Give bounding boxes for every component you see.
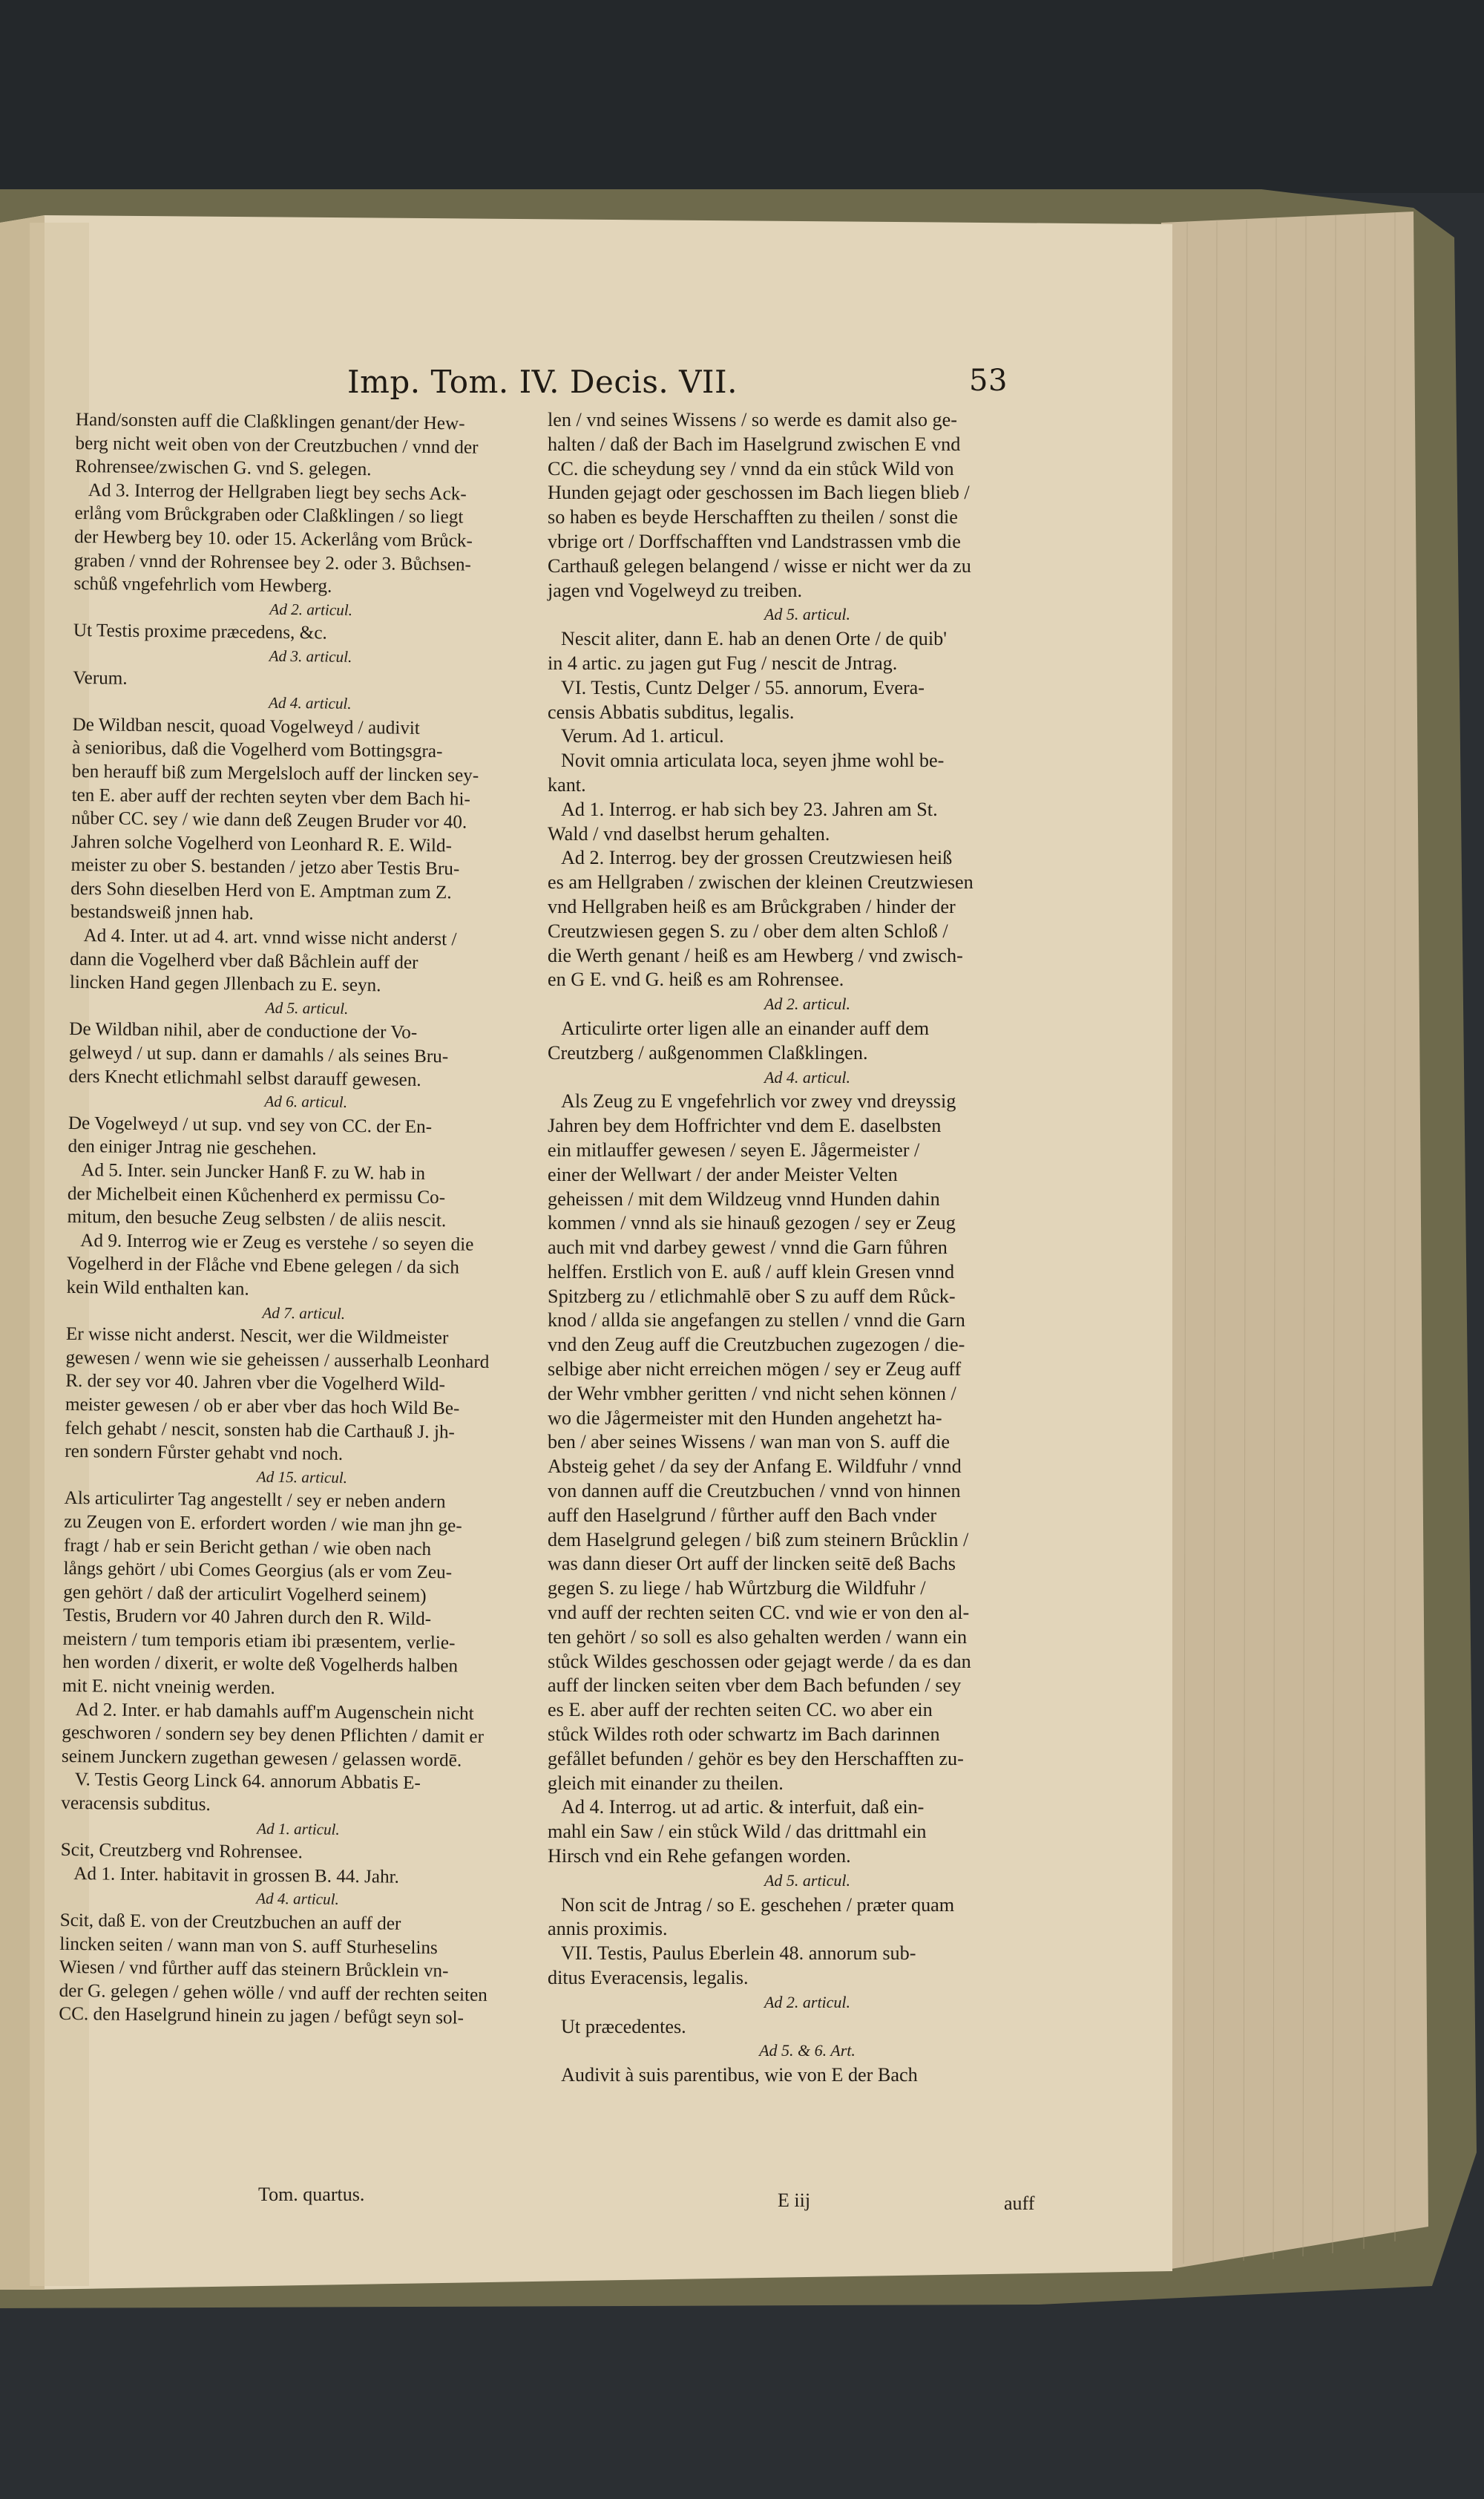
text-line: berg nicht weit oben von der Creutzbuchen / vnnd der	[75, 433, 479, 458]
text-line: Scit, daß E. von der Creutzbuchen an auff der	[59, 1910, 401, 1934]
text-line: mahl ein Saw / ein stůck Wild / das drittmahl ein	[548, 1821, 927, 1843]
left-text-column	[59, 408, 551, 2031]
book-page	[36, 223, 1202, 2375]
text-line: ders Knecht etlichmahl selbst darauff gewesen.	[68, 1066, 421, 1090]
text-line: der Wehr vmbher geritten / vnd nicht sehen können /	[548, 1382, 956, 1404]
text-line: Jahren solche Vogelherd von Leonhard R. E. Wild-	[70, 831, 453, 857]
text-line: Ut præcedentes.	[561, 2015, 686, 2037]
right-text-column	[548, 408, 1067, 2088]
text-line: Absteig gehet / da sey der Anfang E. Wildfuhr / vnnd	[548, 1455, 962, 1478]
text-line: Ad 1. Interrog. er hab sich bey 23. Jahren am St.	[561, 798, 938, 820]
text-line: schůß vngefehrlich vom Hewberg.	[73, 574, 332, 597]
text-line: dann die Vogelherd vber daß Båchlein auff der	[70, 949, 418, 973]
text-line: R. der sey vor 40. Jahren vber die Vogelherd Wild-	[65, 1371, 446, 1395]
text-line: Ad 4. Interrog. ut ad artic. & interfuit, daß ein-	[561, 1796, 925, 1818]
text-line: stůck Wildes roth oder schwartz im Bach darinnen	[548, 1723, 940, 1746]
text-line: auch mit vnd darbey gewest / vnnd die Garn fůhren	[548, 1237, 948, 1259]
text-line: Carthauß gelegen belangend / wisse er nicht wer da zu	[548, 554, 971, 577]
text-line: meister zu ober S. bestanden / jetzo aber Testis Bru-	[70, 855, 460, 880]
text-line: Scit, Creutzberg vnd Rohrensee.	[60, 1840, 303, 1863]
text-line: Verum. Ad 1. articul.	[561, 725, 724, 747]
text-line: vbrige ort / Dorffschafften vnd Landstrassen vmb die	[548, 530, 961, 552]
text-line: VI. Testis, Cuntz Delger / 55. annorum, Evera-	[561, 676, 925, 698]
text-line: vnd auff der rechten seiten CC. vnd wie er von den al-	[548, 1602, 970, 1624]
text-line: selbige aber nicht erreichen mögen / sey er Zeug auff	[548, 1358, 962, 1380]
text-line: seinem Junckern zugethan gewesen / gelassen wordē.	[61, 1746, 462, 1771]
text-line: De Wildban nescit, quoad Vogelweyd / audivit	[72, 714, 421, 738]
text-line: ben / aber seines Wissens / wan man von S. auff die	[548, 1431, 950, 1453]
text-line: lincken Hand gegen Jllenbach zu E. seyn.	[69, 972, 381, 996]
text-line: Ad 3. Interrog der Hellgraben liegt bey sechs Ack-	[88, 479, 467, 505]
article-heading: Ad 5. articul.	[764, 1870, 851, 1890]
text-line: in 4 artic. zu jagen gut Fug / nescit de Jntrag.	[548, 652, 898, 674]
text-line: Spitzberg zu / etlichmahlē ober S zu auff dem Růck-	[548, 1285, 956, 1307]
text-line: Ad 5. Inter. sein Juncker Hanß F. zu W. hab in	[81, 1160, 426, 1184]
text-line: Novit omnia articulata loca, seyen jhme wohl be-	[561, 750, 945, 772]
text-line: Non scit de Jntrag / so E. geschehen / præter quam	[561, 1893, 955, 1916]
text-line: CC. die scheydung sey / vnnd da ein stůck Wild von	[548, 457, 954, 479]
text-line: zu Zeugen von E. erfordert worden / wie man jhn ge-	[64, 1511, 462, 1536]
text-line: veracensis subditus.	[61, 1792, 211, 1815]
text-line: Als articulirter Tag angestellt / sey er neben andern	[64, 1488, 446, 1513]
text-line: so haben es beyde Herschafften zu theilen / sonst die	[548, 506, 958, 528]
text-line: ren sondern Fůrster gehabt vnd noch.	[65, 1441, 344, 1464]
article-heading: Ad 3. articul.	[269, 646, 352, 666]
text-line: Ad 9. Interrog wie er Zeug es verstehe / so seyen die	[80, 1230, 474, 1255]
text-line: VII. Testis, Paulus Eberlein 48. annorum sub-	[561, 1942, 916, 1965]
text-line: Jahren bey dem Hoffrichter vnd dem E. daselbsten	[548, 1115, 942, 1137]
text-line: Hunden gejagt oder geschossen im Bach liegen blieb /	[548, 482, 970, 504]
text-line: Ad 1. Inter. habitavit in grossen B. 44. Jahr.	[73, 1863, 400, 1887]
right-footer-catchword: auff	[1004, 2192, 1035, 2214]
text-line: Ad 2. Inter. er hab damahls auff'm Augenschein nicht	[75, 1699, 474, 1724]
text-line: De Wildban nihil, aber de conductione der Vo-	[69, 1019, 418, 1044]
left-footer-catchword: Tom. quartus.	[258, 2184, 365, 2205]
article-heading: Ad 4. articul.	[268, 693, 352, 713]
text-line: Als Zeug zu E vngefehrlich vor zwey vnd dreyssig	[561, 1090, 956, 1113]
article-heading: Ad 5. articul.	[265, 998, 349, 1018]
text-line: der Hewberg bey 10. oder 15. Ackerlång vom Brůck-	[74, 526, 473, 551]
article-heading: Ad 5. & 6. Art.	[759, 2041, 856, 2060]
text-line: von dannen auff die Creutzbuchen / vnnd von hinnen	[548, 1480, 961, 1502]
text-line: wo die Jågermeister mit den Hunden angehetzt ha-	[548, 1406, 942, 1429]
text-line: censis Abbatis subditus, legalis.	[548, 701, 795, 723]
text-line: De Vogelweyd / ut sup. vnd sey von CC. der En-	[68, 1113, 433, 1137]
text-line: fragt / hab er sein Bericht gethan / wie oben nach	[63, 1535, 432, 1559]
text-line: vnd den Zeug auff die Creutzbuchen zugezogen / die-	[548, 1334, 965, 1356]
text-line: ditus Everacensis, legalis.	[548, 1967, 749, 1988]
text-line: stůck Wildes geschossen oder gejagt werde / da es dan	[548, 1650, 971, 1672]
article-heading: Ad 1. articul.	[257, 1819, 340, 1838]
text-line: Wiesen / vnd fůrther auff das steinern Brůcklein vn-	[59, 1957, 449, 1982]
article-heading: Ad 7. articul.	[262, 1303, 346, 1323]
text-line: gefållet befunden / gehör es bey den Herschafften zu-	[548, 1747, 964, 1769]
text-line: ten gehört / so soll es also gehalten werden / wann ein	[548, 1625, 968, 1648]
text-line: gegen S. zu liege / hab Wůrtzburg die Wildfuhr /	[548, 1577, 926, 1599]
text-line: bestandsweiß jnnen hab.	[70, 902, 254, 925]
text-line: à senioribus, daß die Vogelherd vom Bottingsgra-	[72, 738, 443, 762]
text-line: es am Hellgraben / zwischen der kleinen Creutzwiesen	[548, 871, 974, 894]
text-line: ders Sohn dieselben Herd von E. Amptman zum Z.	[70, 878, 452, 903]
text-line: den einiger Jntrag nie geschehen.	[68, 1136, 317, 1159]
text-line: Articulirte orter ligen alle an einander auff dem	[561, 1017, 930, 1039]
text-line: gen gehört / daß der articulirt Vogelherd seinem)	[63, 1582, 427, 1606]
text-line: Ad 4. Inter. ut ad 4. art. vnnd wisse nicht anderst /	[83, 926, 457, 950]
text-line: kein Wild enthalten kan.	[66, 1277, 249, 1300]
text-line: Rohrensee/zwischen G. vnd S. gelegen.	[75, 456, 372, 480]
text-line: Verum.	[73, 667, 128, 689]
text-line: geheissen / mit dem Wildzeug vnnd Hunden dahin	[548, 1188, 940, 1210]
text-line: was dann dieser Ort auff der lincken seitē deß Bachs	[548, 1553, 956, 1575]
article-heading: Ad 6. articul.	[264, 1092, 348, 1112]
text-line: Hirsch vnd ein Rehe gefangen worden.	[548, 1845, 851, 1867]
page-number: 53	[969, 364, 1008, 398]
text-line: ein mitlauffer gewesen / seyen E. Jågermeister /	[548, 1139, 920, 1161]
text-line: Creutzwiesen gegen S. zu / ober dem alten Schloß /	[548, 920, 948, 942]
article-heading: Ad 15. articul.	[256, 1467, 348, 1487]
text-line: Testis, Brudern vor 40 Jahren durch den R. Wild-	[62, 1605, 432, 1630]
text-line: Hand/sonsten auff die Claßklingen genant/der Hew-	[75, 409, 465, 434]
text-line: mit E. nicht vneinig werden.	[62, 1675, 275, 1698]
text-line: einer der Wellwart / der ander Meister Velten	[548, 1163, 898, 1185]
text-line: annis proximis.	[548, 1918, 668, 1940]
text-line: helffen. Erstlich von E. auß / auff klein Gresen vnnd	[548, 1260, 955, 1283]
signature-mark: E iij	[778, 2190, 811, 2211]
text-line: meister gewesen / ob er aber vber das hoch Wild Be-	[65, 1394, 460, 1419]
text-line: långs gehört / ubi Comes Georgius (als er vom Zeu-	[63, 1559, 453, 1583]
text-line: gleich mit einander zu theilen.	[548, 1772, 784, 1794]
article-heading: Ad 4. articul.	[256, 1890, 339, 1909]
text-line: Vogelherd in der Flåche vnd Ebene gelegen / da sich	[66, 1254, 460, 1278]
text-line: es E. aber auff der rechten seiten CC. wo aber ein	[548, 1699, 933, 1721]
text-line: vnd Hellgraben heiß es am Brůckgraben / hinder der	[548, 895, 956, 917]
text-line: Creutzberg / außgenommen Claßklingen.	[548, 1041, 868, 1064]
text-line: erlång vom Brůckgraben oder Claßklingen / so liegt	[74, 503, 464, 528]
header-title: Imp. Tom. IV. Decis. VII.	[347, 364, 738, 400]
article-heading: Ad 2. articul.	[764, 1992, 851, 2011]
text-line: kommen / vnnd als sie hinauß gezogen / sey er Zeug	[548, 1212, 956, 1234]
text-line: Nescit aliter, dann E. hab an denen Orte / de quib'	[561, 628, 947, 650]
text-line: ten E. aber auff der rechten seyten vber dem Bach hi-	[71, 785, 470, 810]
text-line: meistern / tum temporis etiam ibi præsentem, verlie-	[62, 1628, 456, 1654]
article-heading: Ad 4. articul.	[764, 1067, 851, 1087]
text-line: der Michelbeit einen Kůchenherd ex permissu Co-	[67, 1183, 446, 1208]
text-line: CC. den Haselgrund hinein zu jagen / befůgt seyn sol-	[59, 2004, 464, 2028]
article-heading: Ad 2. articul.	[764, 995, 851, 1014]
text-line: felch gehabt / nescit, sonsten hab die Carthauß J. jh-	[65, 1418, 456, 1442]
text-line: gewesen / wenn wie sie geheissen / ausserhalb Leonhard	[65, 1347, 490, 1372]
text-line: jagen vnd Vogelweyd zu treiben.	[548, 579, 803, 601]
text-line: gelweyd / ut sup. dann er damahls / als seines Bru-	[68, 1042, 449, 1067]
text-line: auff der lincken seiten vber dem Bach befunden / sey	[548, 1674, 962, 1697]
text-line: nůber CC. sey / wie dann deß Zeugen Bruder vor 40.	[71, 808, 467, 833]
text-line: Wald / vnd daselbst herum gehalten.	[548, 822, 830, 845]
text-line: mitum, den besuche Zeug selbsten / de aliis nescit.	[67, 1207, 447, 1231]
text-line: V. Testis Georg Linck 64. annorum Abbatis E-	[74, 1769, 421, 1794]
text-line: kant.	[548, 773, 586, 796]
text-line: lincken seiten / wann man von S. auff Sturheselins	[59, 1933, 438, 1958]
text-line: Ut Testis proxime præcedens, &c.	[73, 620, 327, 643]
text-line: dem Haselgrund gelegen / biß zum steinern Brůcklin /	[548, 1528, 969, 1550]
text-line: graben / vnnd der Rohrensee bey 2. oder 3. Bůchsen-	[73, 550, 472, 575]
text-line: die Werth genant / heiß es am Hewberg / vnd zwisch-	[548, 944, 963, 966]
article-heading: Ad 5. articul.	[764, 605, 851, 624]
text-line: en G E. vnd G. heiß es am Rohrensee.	[548, 969, 844, 991]
text-line: halten / daß der Bach im Haselgrund zwischen E vnd	[548, 433, 961, 455]
text-line: len / vnd seines Wissens / so werde es damit also ge-	[548, 409, 957, 430]
text-line: Ad 2. Interrog. bey der grossen Creutzwiesen heiß	[561, 847, 953, 869]
text-line: Er wisse nicht anderst. Nescit, wer die Wildmeister	[65, 1324, 449, 1349]
article-heading: Ad 2. articul.	[269, 600, 353, 619]
text-line: geschworen / sondern sey bey denen Pflichten / damit er	[62, 1723, 485, 1748]
text-line: der G. gelegen / gehen wölle / vnd auff der rechten seiten	[59, 1980, 488, 2005]
text-line: hen worden / dixerit, er wolte deß Vogelherds halben	[62, 1652, 459, 1677]
text-line: Audivit à suis parentibus, wie von E der Bach	[561, 2064, 918, 2086]
text-line: knod / allda sie angefangen zu stellen / vnnd die Garn	[548, 1309, 965, 1332]
text-line: ben herauff biß zum Mergelsloch auff der lincken sey-	[71, 761, 479, 786]
text-line: auff den Haselgrund / fůrther auff den Bach vnder	[548, 1504, 937, 1526]
